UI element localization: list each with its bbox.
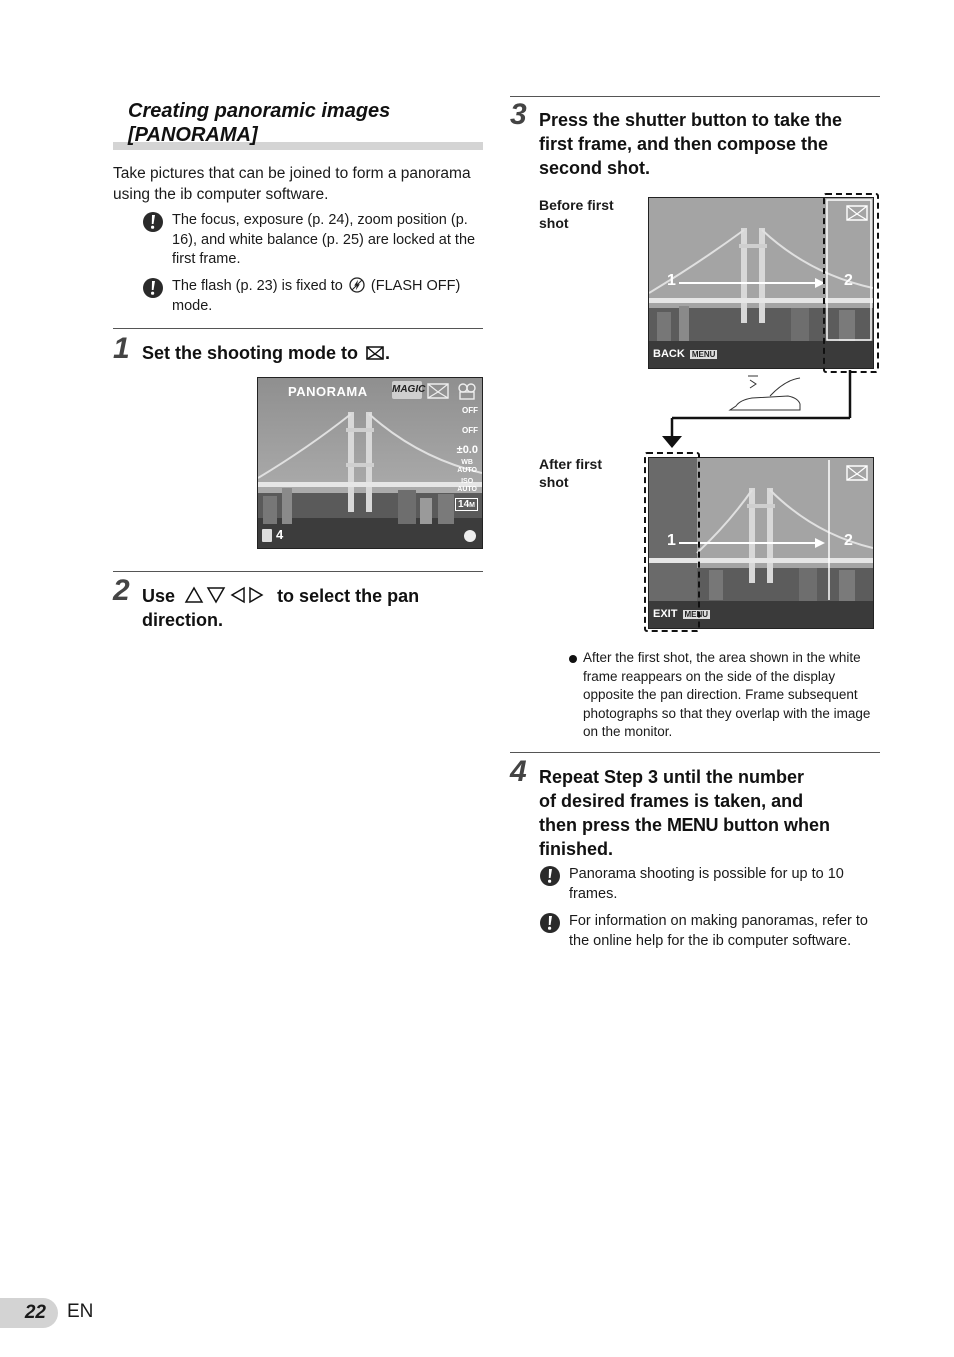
divider	[113, 571, 483, 572]
caution-note-lock	[142, 211, 487, 271]
wb-indicator	[457, 459, 477, 475]
mode-label: PANORAMA	[288, 384, 368, 399]
frame-marker-2: 2	[844, 532, 853, 549]
note-text-part2: (FLASH OFF) mode.	[172, 278, 461, 314]
step-number: 3	[510, 98, 526, 131]
note-text: Panorama shooting is possible for up to 10 frames.	[569, 866, 844, 902]
step-4-line3	[539, 813, 879, 837]
image-size-value: 14	[458, 499, 470, 510]
battery-icon	[464, 530, 476, 542]
menu-key-label: MENU	[691, 350, 716, 359]
section-title-line1: Creating panoramic images	[128, 100, 391, 122]
step-number: 1	[113, 332, 129, 365]
step-2-text	[142, 584, 482, 632]
step-2-label-end: to select the pan	[277, 586, 420, 606]
frame-marker-1: 1	[667, 272, 676, 289]
panorama-icon	[426, 382, 450, 400]
page-number: 22	[24, 1302, 46, 1323]
caution-icon	[142, 211, 164, 233]
page-number-tab	[0, 1298, 58, 1328]
step-2-label-line2: direction.	[142, 610, 224, 630]
back-label: BACK	[653, 348, 685, 360]
exposure-indicator: ±0.0	[456, 444, 478, 456]
step-number: 2	[113, 574, 129, 607]
magic-mode-icon: MAGIC	[392, 381, 422, 399]
step-4-line2: of desired frames is taken, and	[539, 791, 804, 811]
divider	[113, 328, 483, 329]
captured-frame-outline	[644, 452, 700, 632]
arrow-buttons-icon	[182, 585, 270, 605]
divider	[510, 96, 880, 97]
step-1-period: .	[385, 343, 391, 363]
image-size-unit: M	[469, 502, 475, 509]
step-4-line3-start: then press the	[539, 815, 663, 835]
step-2-label-start: Use	[142, 586, 176, 606]
note-text	[172, 277, 487, 316]
step-4-line3-end: button when	[723, 815, 831, 835]
frame-marker-2: 2	[844, 272, 853, 289]
menu-key-label: MENU	[684, 610, 709, 619]
iso-indicator	[457, 478, 477, 494]
caution-note-help	[539, 912, 884, 974]
macro-off-indicator: OFF	[462, 426, 478, 435]
divider	[510, 752, 880, 753]
step-1-label: Set the shooting mode to	[142, 343, 358, 363]
caution-note-frames	[539, 865, 884, 907]
flash-off-icon	[349, 277, 365, 293]
step-number: 4	[510, 755, 526, 788]
image-size-indicator	[455, 498, 478, 511]
caution-icon	[539, 912, 561, 934]
note-text: The focus, exposure (p. 24), zoom position (p. 16), and white balance (p. 25) are locked at the first frame.	[172, 212, 476, 267]
note-text-part1: The flash (p. 23) is fixed to	[172, 278, 343, 294]
caution-icon	[539, 865, 561, 887]
menu-button-label: MENU	[667, 815, 719, 835]
exit-label: EXIT	[653, 608, 678, 620]
flash-off-indicator: OFF	[462, 406, 478, 415]
bullet-dot	[569, 655, 577, 663]
step-4-line1: Repeat Step 3 until the number	[539, 767, 805, 787]
shutter-press-diagram	[660, 370, 860, 450]
iso-label: ISO	[461, 478, 474, 485]
frame-marker-1: 1	[667, 532, 676, 549]
caution-icon	[142, 277, 164, 299]
iso-value: AUTO	[457, 486, 477, 493]
language-code: EN	[67, 1301, 94, 1322]
panorama-icon	[845, 464, 869, 482]
step-4-text	[539, 765, 879, 861]
section-title	[128, 99, 478, 147]
back-button[interactable]	[653, 348, 717, 360]
step-3-text: Press the shutter button to take the first frame, and then compose the second shot.	[539, 110, 843, 178]
panorama-mode-screen	[257, 377, 483, 549]
step-4-line4: finished.	[539, 839, 614, 859]
bridge-photo	[258, 378, 482, 548]
section-title-line2: [PANORAMA]	[128, 124, 258, 146]
before-first-shot-label: Before first shot	[539, 197, 614, 231]
memory-card-icon	[262, 529, 272, 542]
after-first-shot-label: After first shot	[539, 456, 603, 490]
caution-note-flash	[142, 277, 487, 319]
remaining-shots: 4	[276, 527, 284, 542]
wb-label: WB	[461, 459, 473, 466]
overlap-instruction: After the first shot, the area shown in the white frame reappears on the side of the display opposite the pan direction. Frame subsequent photographs so that they overlap with the image on the monitor.	[583, 650, 871, 740]
wb-value: AUTO	[457, 467, 477, 474]
panorama-mode-icon	[365, 345, 385, 361]
intro-text: Take pictures that can be joined to form a panorama using the ib computer software.	[113, 165, 471, 203]
note-text: For information on making panoramas, refer to the online help for the ib computer software.	[569, 913, 868, 949]
step-1-text	[142, 341, 482, 365]
capture-frame-outline	[823, 193, 879, 373]
movie-icon	[456, 382, 478, 400]
